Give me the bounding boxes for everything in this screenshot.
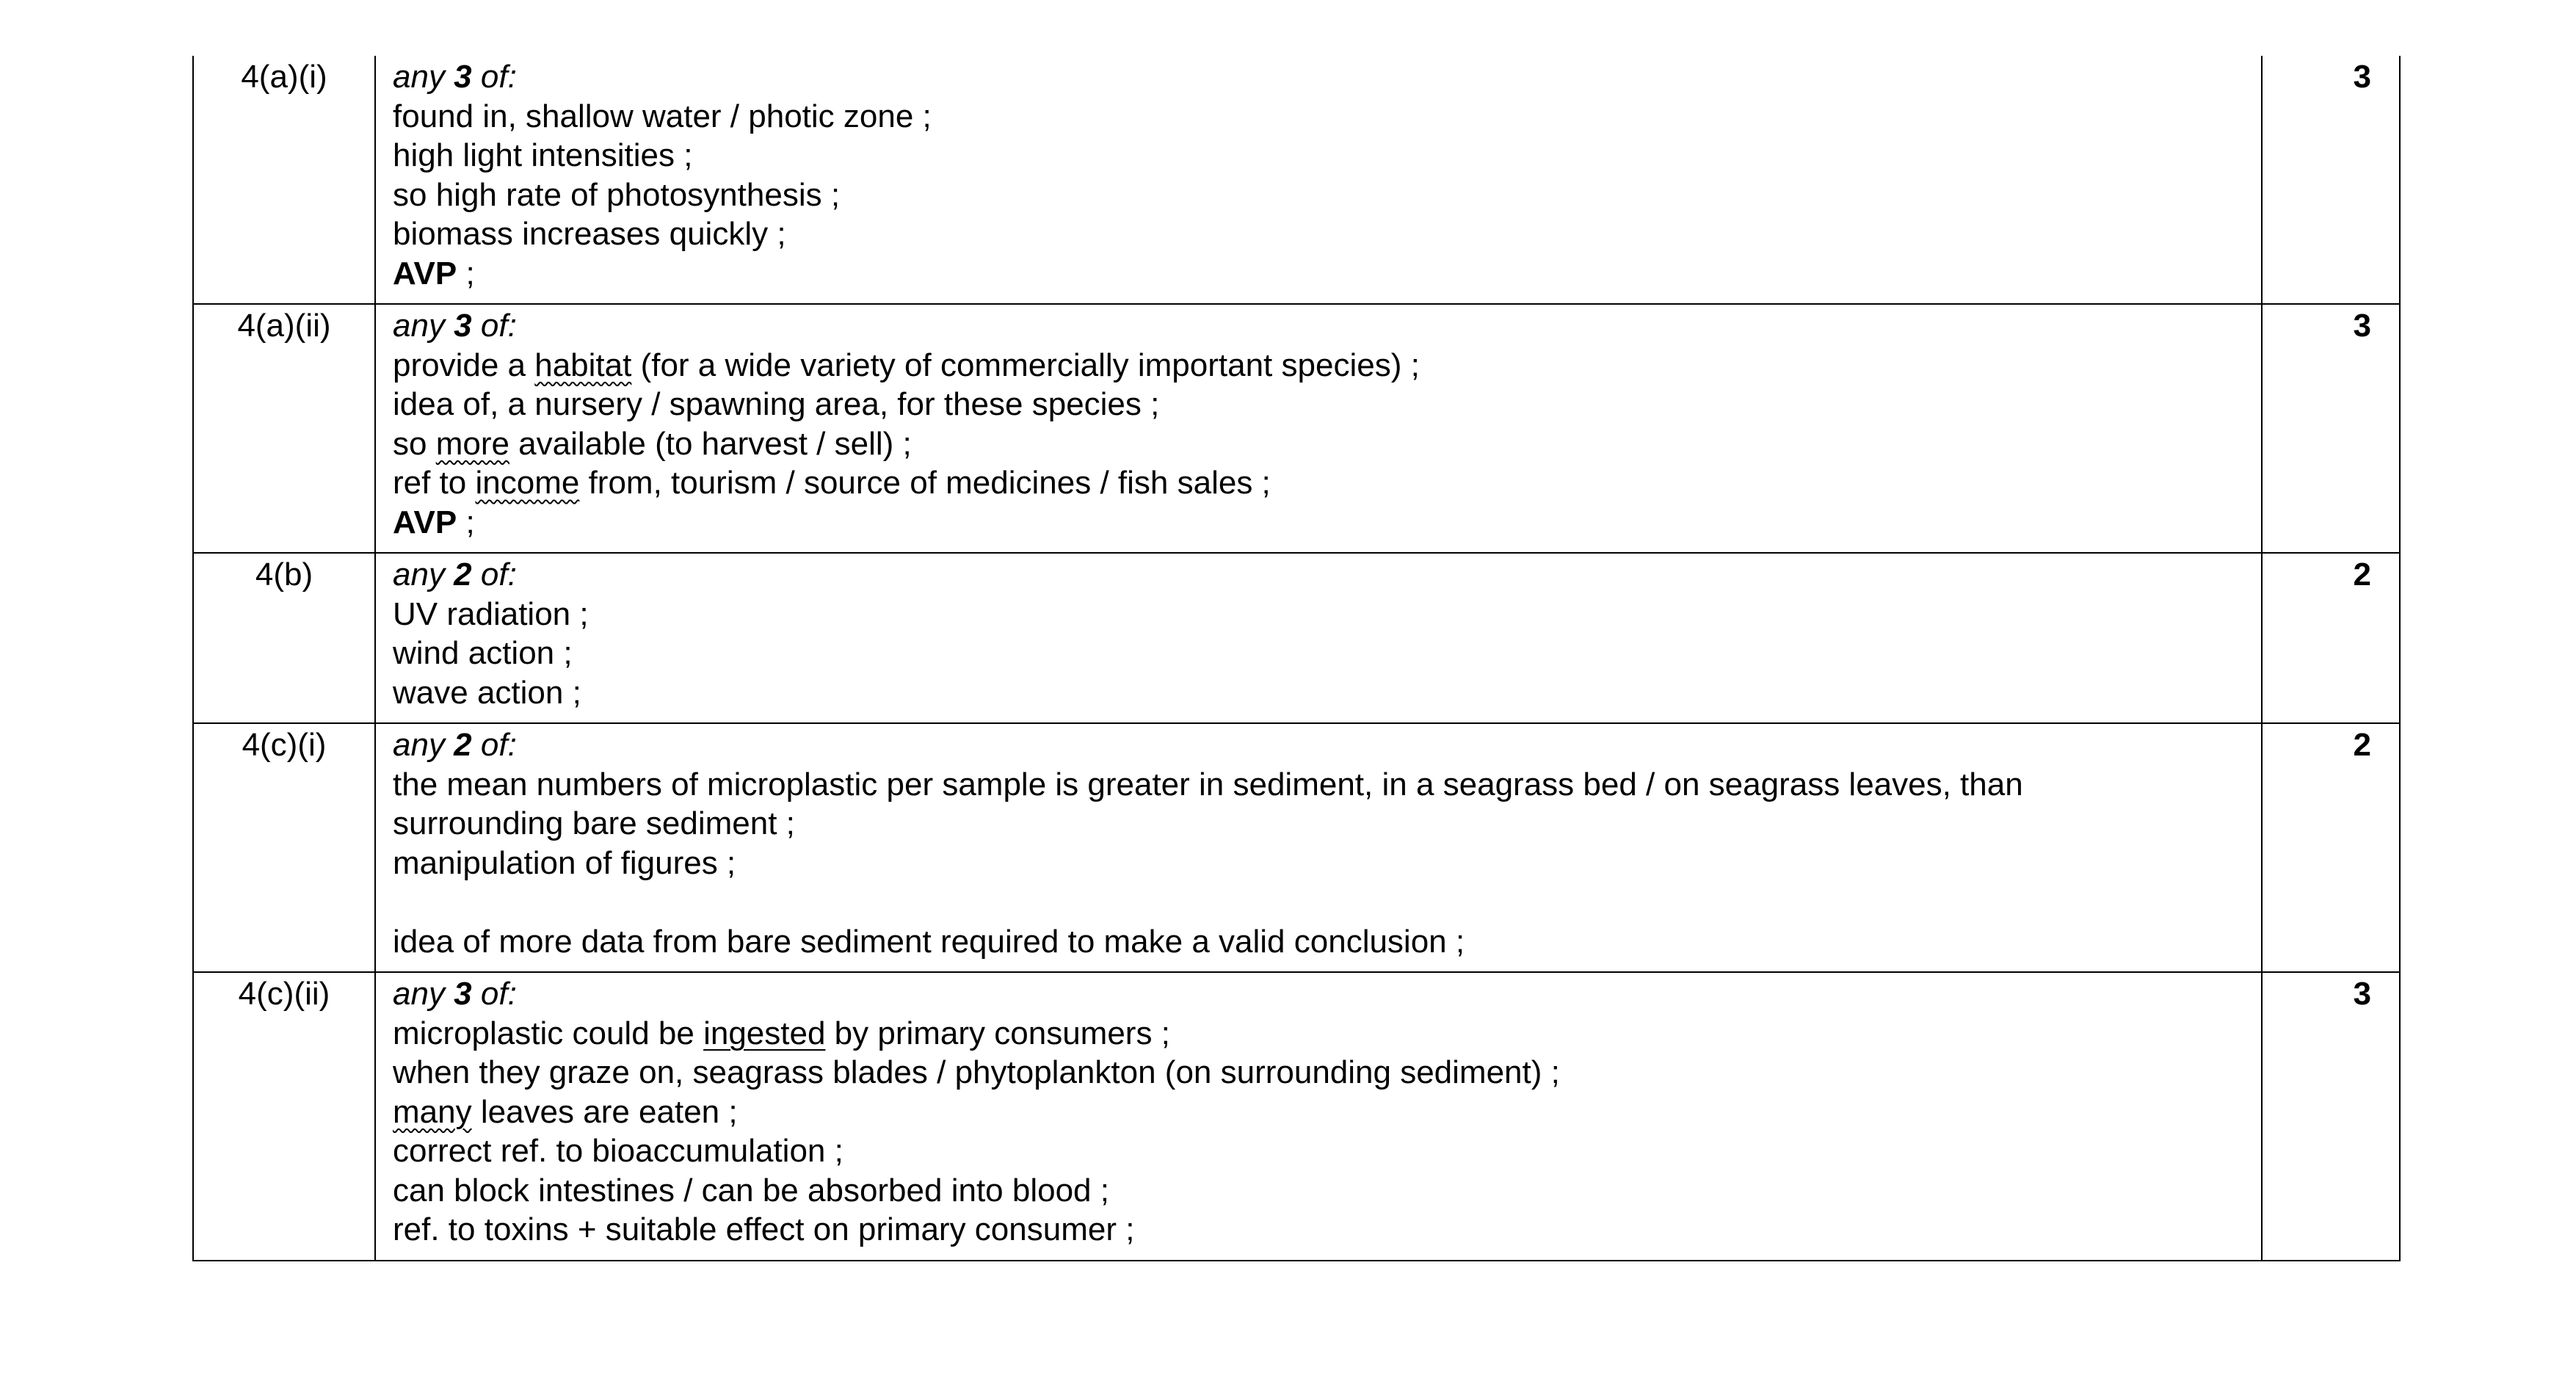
answer-intro: any 3 of: (393, 59, 517, 95)
answer-point: the mean numbers of microplastic per sample is greater in sediment, in a seagrass bed / on seagrass leaves, than surrounding bare sediment ; (393, 766, 2023, 841)
answer-point: manipulation of figures ; (393, 844, 736, 881)
answer-cell (375, 56, 2262, 304)
answer-point: can block intestines / can be absorbed into blood ; (393, 1172, 1109, 1209)
spacer (393, 883, 2261, 922)
answer-point: found in, shallow water / photic zone ; (393, 98, 932, 134)
marks-value: 3 (2262, 56, 2400, 304)
answer-point: wave action ; (393, 674, 581, 711)
answer-cell (375, 304, 2262, 553)
marks-value: 2 (2262, 723, 2400, 972)
marks-value: 3 (2262, 972, 2400, 1261)
answer-point: so more available (to harvest / sell) ; (393, 425, 912, 462)
avp-point: AVP ; (393, 255, 475, 291)
answer-cell (375, 723, 2262, 972)
table-row (193, 56, 2400, 304)
question-number: 4(a)(ii) (193, 304, 375, 553)
answer-intro: any 2 of: (393, 557, 517, 593)
question-number: 4(c)(i) (193, 723, 375, 972)
answer-point: so high rate of photosynthesis ; (393, 176, 841, 213)
marks-value: 3 (2262, 304, 2400, 553)
mark-scheme-table (192, 56, 2401, 1261)
answer-intro: any 3 of: (393, 976, 517, 1012)
question-number: 4(b) (193, 553, 375, 723)
answer-point: when they graze on, seagrass blades / phytoplankton (on surrounding sediment) ; (393, 1054, 1560, 1090)
answer-note: idea of more data from bare sediment required to make a valid conclusion ; (393, 923, 1465, 960)
answer-intro: any 3 of: (393, 308, 517, 344)
table-row (193, 972, 2400, 1261)
answer-intro: any 2 of: (393, 727, 517, 763)
answer-point: provide a habitat (for a wide variety of commercially important species) ; (393, 347, 1420, 383)
answer-point: biomass increases quickly ; (393, 216, 786, 252)
question-number: 4(a)(i) (193, 56, 375, 304)
answer-point: idea of, a nursery / spawning area, for these species ; (393, 386, 1160, 422)
marks-value: 2 (2262, 553, 2400, 723)
key-term: many (393, 1093, 472, 1130)
avp-point: AVP ; (393, 504, 475, 540)
answer-point: ref. to toxins + suitable effect on primary consumer ; (393, 1211, 1135, 1247)
answer-point: many leaves are eaten ; (393, 1093, 738, 1130)
answer-point: correct ref. to bioaccumulation ; (393, 1133, 843, 1169)
table-row (193, 553, 2400, 723)
answer-cell (375, 553, 2262, 723)
key-term: ingested (703, 1015, 826, 1051)
key-term: more (435, 425, 509, 462)
answer-point: UV radiation ; (393, 595, 589, 632)
answer-cell (375, 972, 2262, 1261)
answer-point: microplastic could be ingested by primary consumers ; (393, 1015, 1170, 1051)
key-term: income (475, 465, 580, 501)
answer-point: high light intensities ; (393, 137, 693, 173)
question-number: 4(c)(ii) (193, 972, 375, 1261)
key-term: habitat (534, 347, 632, 383)
table-row (193, 723, 2400, 972)
answer-point: ref to income from, tourism / source of medicines / fish sales ; (393, 465, 1271, 501)
table-row (193, 304, 2400, 553)
answer-point: wind action ; (393, 635, 573, 671)
